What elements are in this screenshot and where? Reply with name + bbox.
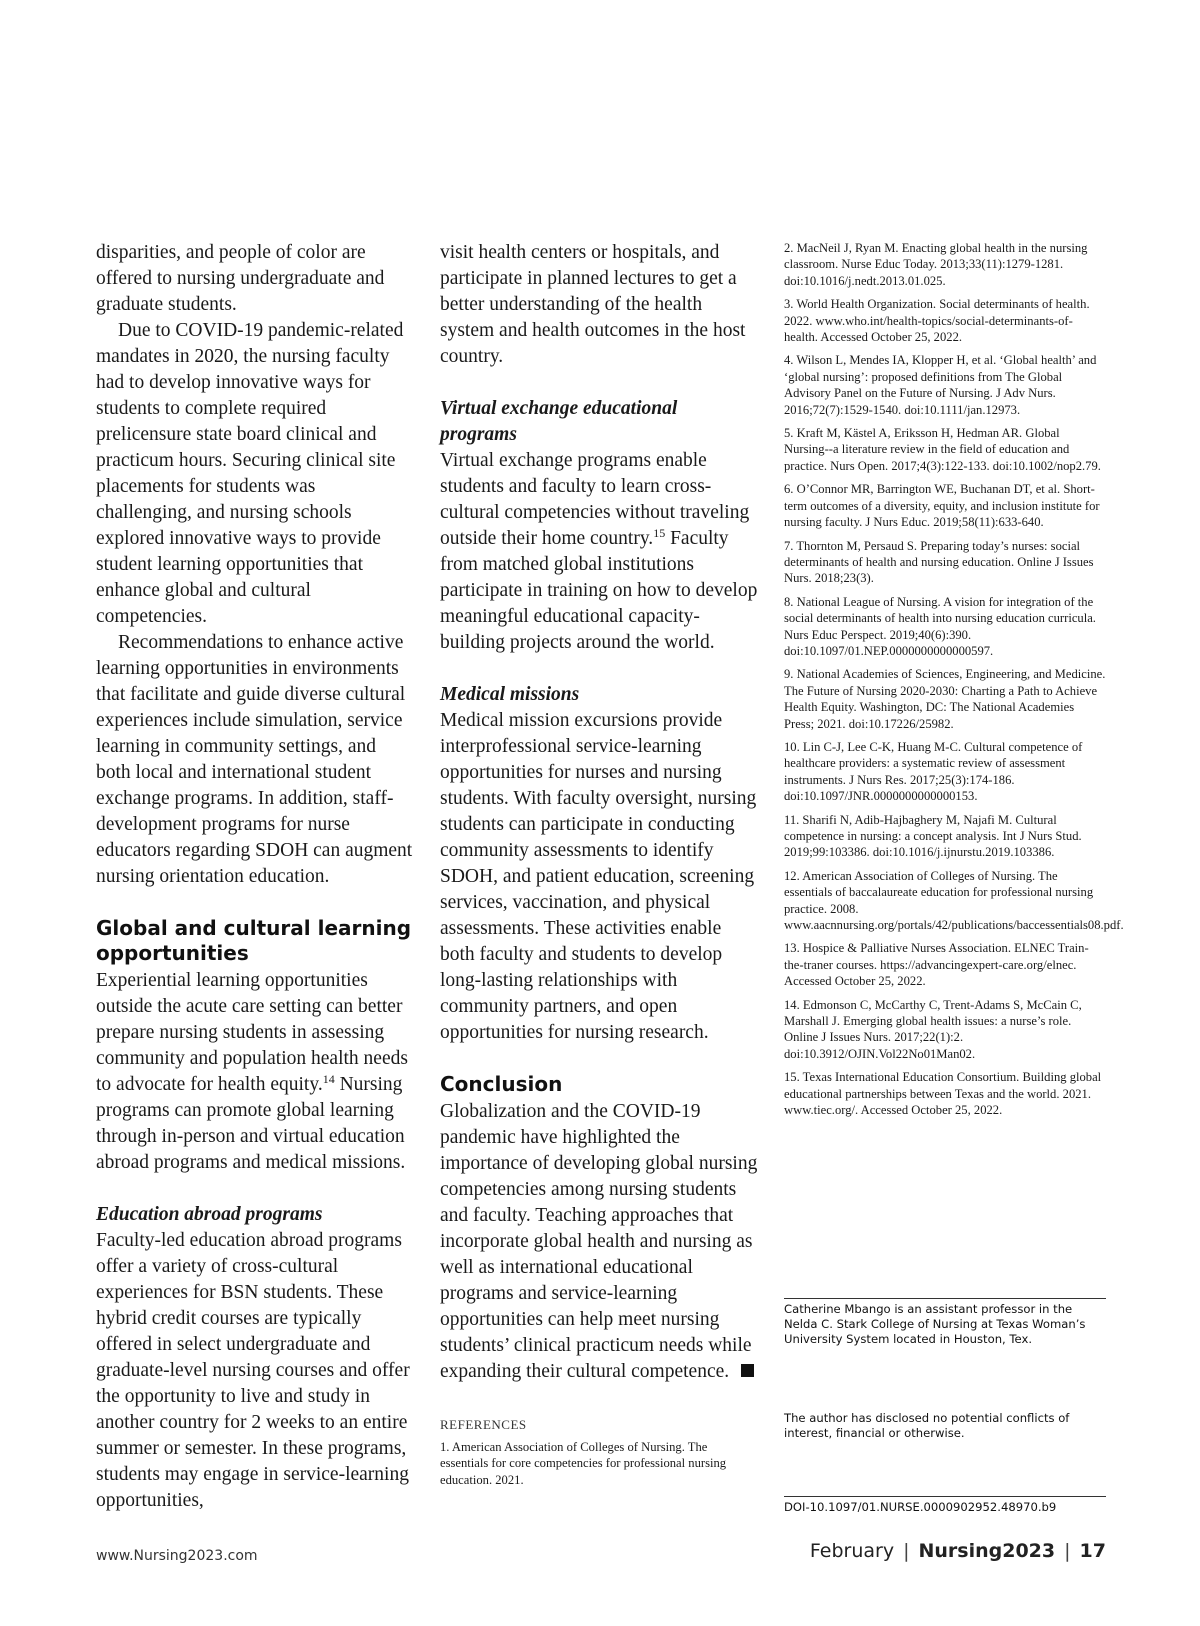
- article-column-2: [440, 240, 758, 1495]
- references-heading: REFERENCES: [440, 1417, 527, 1432]
- subheading-medical-missions: Medical missions: [440, 684, 580, 705]
- reference-item: 8. National League of Nursing. A vision for integration of the social determinants of health into nursing education curricula. Nurs Educ Perspect. 2019;40(6):390. doi:10.1097/01.NEP.0000000000000597.: [784, 594, 1096, 658]
- paragraph-text: Nursing programs can promote global learning through in-person and virtual education abroad programs and medical missions.: [96, 1074, 406, 1173]
- subheading-education-abroad: Education abroad programs: [96, 1204, 323, 1225]
- section-heading-global-learning: Global and cultural learning opportunities: [96, 916, 412, 965]
- reference-item: 1. American Association of Colleges of Nursing. The essentials for core competencies for professional nursing education. 2021.: [440, 1440, 727, 1487]
- reference-item: 6. O’Connor MR, Barrington WE, Buchanan DT, et al. Short-term outcomes of a diversity, equity, and inclusion institute for nursing faculty. J Nurs Educ. 2019;58(11):633-640.: [784, 482, 1100, 530]
- reference-item: 4. Wilson L, Mendes IA, Klopper H, et al. ‘Global health’ and ‘global nursing’: proposed definitions from The Global Advisory Panel on the Future of Nursing. J Adv Nurs. 2016;72(7):1529-1540. doi:10.1111/jan.12973.: [784, 353, 1097, 417]
- footer-folio: [810, 1540, 1106, 1562]
- footer-magazine-name: Nursing2023: [918, 1540, 1056, 1562]
- disclosure-block: [784, 1408, 1106, 1441]
- divider-rule: [784, 1496, 1106, 1497]
- divider-rule: [784, 1298, 1106, 1299]
- doi-block: [784, 1496, 1106, 1515]
- paragraph: [440, 1099, 758, 1385]
- reference-item: 14. Edmonson C, McCarthy C, Trent-Adams S, McCain C, Marshall J. Emerging global health issues: a nurse’s role. Online J Issues Nurs. 2017;22(1):2. doi:10.3912/OJIN.Vol22No01Man02.: [784, 997, 1082, 1061]
- paragraph-text: Experiential learning opportunities outside the acute care setting can better prepare nursing students in assessing community and population health needs to advocate for health equity.: [96, 970, 408, 1095]
- paragraph: Recommendations to enhance active learning opportunities in environments that facilitate and guide diverse cultural experiences include simulation, service learning in community settings, and both local and international student exchange programs. In addition, staff-development programs for nurse educators regarding SDOH can augment nursing orientation education.: [96, 632, 413, 887]
- reference-item: 2. MacNeil J, Ryan M. Enacting global health in the nursing classroom. Nurse Educ Today. 2013;33(11):1279-1281. doi:10.1016/j.nedt.2013.01.025.: [784, 241, 1088, 288]
- paragraph: disparities, and people of color are offered to nursing undergraduate and graduate students.: [96, 242, 385, 315]
- reference-item: 11. Sharifi N, Adib-Hajbaghery M, Najafi M. Cultural competence in nursing: a concept analysis. Int J Nurs Stud. 2019;99:103386. doi:10.1016/j.ijnurstu.2019.103386.: [784, 812, 1082, 860]
- reference-item: 10. Lin C-J, Lee C-K, Huang M-C. Cultural competence of healthcare providers: a systematic review of assessment instruments. J Nurs Res. 2017;25(3):174-186. doi:10.1097/JNR.0000000000000153.: [784, 739, 1083, 804]
- paragraph: [96, 968, 414, 1176]
- citation-superscript: 14: [322, 1072, 335, 1086]
- references-list-part-2: [784, 240, 1124, 1126]
- paragraph-text: Faculty from matched global institutions participate in training on how to develop meaningful educational capacity-building projects around the world.: [440, 528, 758, 653]
- reference-item: 5. Kraft M, Kästel A, Eriksson H, Hedman AR. Global Nursing--a literature review in the field of education and practice. Nurs Open. 2017;4(3):122-133. doi:10.1002/nop2.79.: [784, 426, 1101, 473]
- paragraph: Medical mission excursions provide interprofessional service-learning opportunities for nurses and nursing students. With faculty oversight, nursing students can participate in conducting community assessments to identify SDOH, and patient education, screening services, vaccination, and physical assessments. These activities enable both faculty and students to develop long-lasting relationships with community partners, and open opportunities for nursing research.: [440, 710, 757, 1043]
- paragraph: Faculty-led education abroad programs offer a variety of cross-cultural experiences for BSN students. These hybrid credit courses are typically offered in select undergraduate and graduate-level nursing courses and offer the opportunity to live and study in another country for 2 weeks to an entire summer or semester. In these programs, students may engage in service-learning opportunities,: [96, 1230, 410, 1511]
- reference-item: 13. Hospice & Palliative Nurses Association. ELNEC Train-the-traner courses. https://advancingexpert-care.org/elnec. Accessed October 25, 2022.: [784, 941, 1089, 989]
- reference-item: 3. World Health Organization. Social determinants of health. 2022. www.who.int/health-topics/social-determinants-of-health. Accessed October 25, 2022.: [784, 297, 1090, 345]
- references-list-part-1: [440, 1439, 758, 1488]
- footer-separator: |: [903, 1540, 910, 1562]
- conflict-disclosure: The author has disclosed no potential conflicts of interest, financial or otherwise.: [784, 1411, 1070, 1440]
- citation-superscript: 15: [653, 526, 666, 540]
- doi-text: DOI-10.1097/01.NURSE.0000902952.48970.b9: [784, 1500, 1057, 1514]
- footer-separator: |: [1064, 1540, 1071, 1562]
- end-of-article-square-icon: [741, 1364, 754, 1377]
- author-bio-block: [784, 1298, 1106, 1347]
- reference-item: 7. Thornton M, Persaud S. Preparing today’s nurses: social determinants of health and nursing education. Online J Issues Nurs. 2018;23(3).: [784, 538, 1094, 586]
- footer-month: February: [809, 1540, 895, 1562]
- paragraph: Due to COVID-19 pandemic-related mandates in 2020, the nursing faculty had to develop innovative ways for students to complete required prelicensure state board clinical and practicum hours. Securing clinical site placements for students was challenging, and nursing schools explored innovative ways to provide student learning opportunities that enhance global and cultural competencies.: [96, 320, 404, 627]
- footer-website: www.Nursing2023.com: [96, 1548, 258, 1564]
- section-heading-conclusion: Conclusion: [440, 1072, 563, 1096]
- author-bio: Catherine Mbango is an assistant professor in the Nelda C. Stark College of Nursing at Texas Woman’s University System located in Houston, Tex.: [784, 1302, 1086, 1346]
- reference-item: 9. National Academies of Sciences, Engineering, and Medicine. The Future of Nursing 2020-2030: Charting a Path to Achieve Health Equity. Washington, DC: The National Academies Press; 2021. doi:10.17226/25982.: [784, 667, 1106, 731]
- reference-item: 12. American Association of Colleges of Nursing. The essentials of baccalaureate education for professional nursing practice. 2008. www.aacnnursing.org/portals/42/publications/baccessentials08.pdf.: [784, 868, 1124, 933]
- paragraph: [440, 448, 758, 656]
- paragraph: visit health centers or hospitals, and participate in planned lectures to get a better understanding of the health system and health outcomes in the host country.: [440, 242, 746, 367]
- paragraph-text: Virtual exchange programs enable students and faculty to learn cross-cultural competencies without traveling outside their home country.: [440, 450, 750, 549]
- subheading-virtual-exchange: Virtual exchange educational programs: [440, 398, 678, 445]
- article-column-1: [96, 240, 414, 1514]
- reference-item: 15. Texas International Education Consortium. Building global educational partnerships between Texas and the world. 2021. www.tiec.org/. Accessed October 25, 2022.: [784, 1070, 1102, 1118]
- page-number: 17: [1079, 1540, 1106, 1562]
- paragraph-text: Globalization and the COVID-19 pandemic have highlighted the importance of developing global nursing competencies among nursing students and faculty. Teaching approaches that incorporate global health and nursing as well as international educational programs and service-learning opportunities can help meet nursing students’ clinical practicum needs while expanding their cultural competence.: [440, 1101, 758, 1382]
